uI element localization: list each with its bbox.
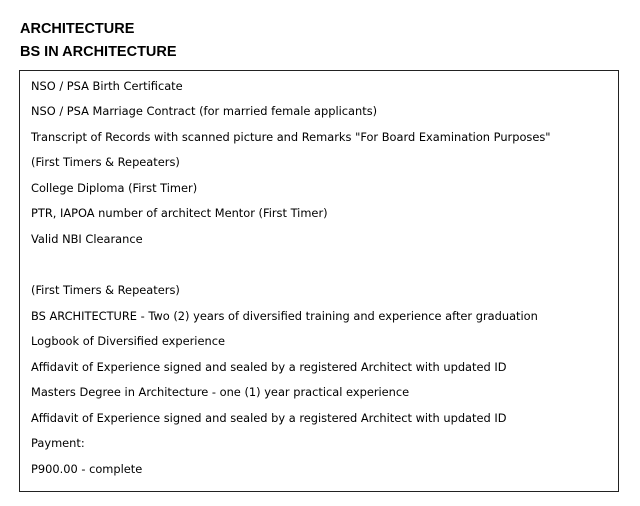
requirement-line: Valid NBI Clearance xyxy=(31,232,143,246)
payment-label: Payment: xyxy=(31,436,85,450)
requirement-line: College Diploma (First Timer) xyxy=(31,181,198,195)
requirement-line: (First Timers & Repeaters) xyxy=(31,155,180,169)
requirement-line: Affidavit of Experience signed and sealed by a registered Architect with updated ID xyxy=(31,411,507,425)
requirement-line: (First Timers & Repeaters) xyxy=(31,283,180,297)
requirement-line: BS ARCHITECTURE - Two (2) years of diversified training and experience after graduation xyxy=(31,309,538,323)
page-title: ARCHITECTURE xyxy=(20,21,135,37)
requirement-line: Affidavit of Experience signed and sealed by a registered Architect with updated ID xyxy=(31,360,507,374)
payment-amount: P900.00 - complete xyxy=(31,462,143,476)
requirement-line: NSO / PSA Marriage Contract (for married female applicants) xyxy=(31,104,378,118)
requirement-line: Transcript of Records with scanned picture and Remarks "For Board Examination Purposes" xyxy=(31,130,551,144)
requirement-line: NSO / PSA Birth Certificate xyxy=(31,79,183,93)
requirement-line: PTR, IAPOA number of architect Mentor (First Timer) xyxy=(31,206,328,220)
requirement-line: Logbook of Diversified experience xyxy=(31,334,225,348)
program-subtitle: BS IN ARCHITECTURE xyxy=(20,44,177,60)
requirement-line: Masters Degree in Architecture - one (1) year practical experience xyxy=(31,385,410,399)
requirements-box xyxy=(19,70,619,492)
